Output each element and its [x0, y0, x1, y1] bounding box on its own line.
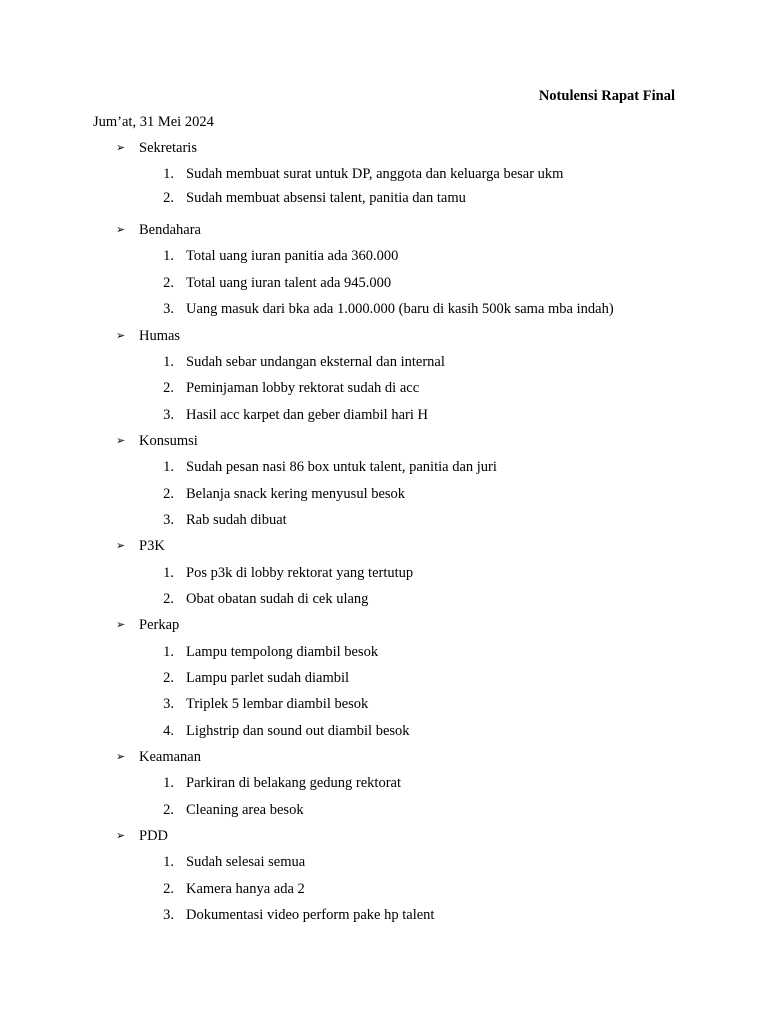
section-title: Sekretaris	[139, 140, 197, 156]
section-bullet-icon: ➢	[116, 223, 126, 236]
list-item: Belanja snack kering menyusul besok	[186, 486, 406, 502]
list-item-number: 3.	[163, 696, 174, 712]
list-item-number: 2.	[163, 802, 174, 818]
list-item: Lighstrip dan sound out diambil besok	[186, 723, 410, 739]
section-bullet-icon: ➢	[116, 141, 126, 154]
list-item-number: 3.	[163, 512, 174, 528]
section-bullet-icon: ➢	[116, 329, 126, 342]
list-item-number: 1.	[163, 854, 174, 870]
section-title: Perkap	[139, 617, 180, 633]
list-item: Peminjaman lobby rektorat sudah di acc	[186, 380, 420, 396]
list-item-number: 3.	[163, 407, 174, 423]
list-item-number: 1.	[163, 565, 174, 581]
list-item-number: 2.	[163, 486, 174, 502]
section-title: Konsumsi	[139, 433, 198, 449]
meeting-date: Jum’at, 31 Mei 2024	[93, 114, 214, 130]
section-bullet-icon: ➢	[116, 539, 126, 552]
section-title: P3K	[139, 538, 165, 554]
list-item-number: 2.	[163, 275, 174, 291]
section-title: Keamanan	[139, 749, 201, 765]
list-item: Sudah membuat surat untuk DP, anggota dan keluarga besar ukm	[186, 166, 564, 182]
list-item: Lampu tempolong diambil besok	[186, 644, 379, 660]
list-item: Sudah pesan nasi 86 box untuk talent, panitia dan juri	[186, 459, 497, 475]
list-item: Uang masuk dari bka ada 1.000.000 (baru di kasih 500k sama mba indah)	[186, 301, 614, 317]
section-title: Humas	[139, 328, 181, 344]
list-item-number: 1.	[163, 166, 174, 182]
list-item-number: 1.	[163, 644, 174, 660]
list-item: Cleaning area besok	[186, 802, 304, 818]
list-item: Hasil acc karpet dan geber diambil hari H	[186, 407, 428, 423]
list-item: Lampu parlet sudah diambil	[186, 670, 350, 686]
section-bullet-icon: ➢	[116, 750, 126, 763]
section-bullet-icon: ➢	[116, 618, 126, 631]
list-item: Triplek 5 lembar diambil besok	[186, 696, 369, 712]
section-bullet-icon: ➢	[116, 829, 126, 842]
list-item-number: 4.	[163, 723, 174, 739]
section-title: PDD	[139, 828, 169, 844]
list-item-number: 1.	[163, 354, 174, 370]
list-item-number: 3.	[163, 907, 174, 923]
list-item-number: 2.	[163, 380, 174, 396]
section-title: Bendahara	[139, 222, 201, 238]
list-item: Sudah sebar undangan eksternal dan internal	[186, 354, 445, 370]
list-item-number: 2.	[163, 591, 174, 607]
list-item: Sudah membuat absensi talent, panitia dan tamu	[186, 190, 466, 206]
list-item-number: 2.	[163, 670, 174, 686]
list-item: Obat obatan sudah di cek ulang	[186, 591, 369, 607]
list-item-number: 3.	[163, 301, 174, 317]
list-item: Rab sudah dibuat	[186, 512, 287, 528]
section-bullet-icon: ➢	[116, 434, 126, 447]
list-item: Dokumentasi video perform pake hp talent	[186, 907, 435, 923]
list-item: Pos p3k di lobby rektorat yang tertutup	[186, 565, 414, 581]
list-item-number: 2.	[163, 881, 174, 897]
list-item: Total uang iuran panitia ada 360.000	[186, 248, 399, 264]
list-item-number: 2.	[163, 190, 174, 206]
list-item-number: 1.	[163, 459, 174, 475]
list-item: Sudah selesai semua	[186, 854, 306, 870]
document-title: Notulensi Rapat Final	[538, 88, 675, 104]
list-item: Kamera hanya ada 2	[186, 881, 305, 897]
list-item: Parkiran di belakang gedung rektorat	[186, 775, 402, 791]
list-item: Total uang iuran talent ada 945.000	[186, 275, 392, 291]
list-item-number: 1.	[163, 775, 174, 791]
list-item-number: 1.	[163, 248, 174, 264]
